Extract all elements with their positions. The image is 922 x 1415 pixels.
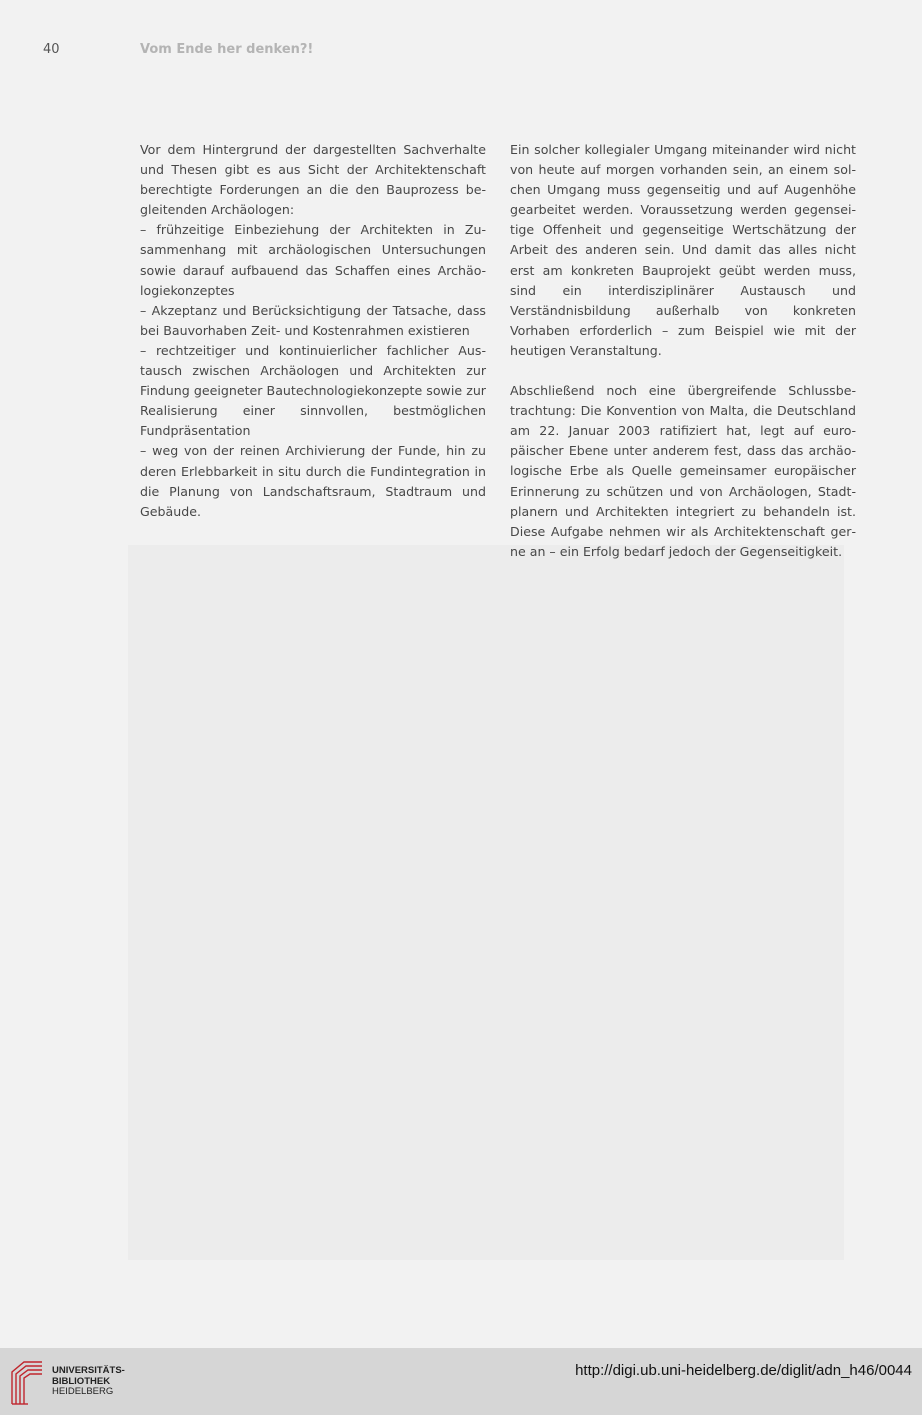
list-item: – rechtzeitiger und kontinuierlicher fachlicher Austausch zwischen Archäologen und Architekten zur Findung geeigneter Bautechnologiekonzepte sowie zur Realisierung einer sinnvollen, bestmöglichen Fundpräsentation bbox=[140, 342, 486, 439]
source-url-link[interactable]: http://digi.ub.uni-heidelberg.de/diglit/adn_h46/0044 bbox=[575, 1362, 912, 1379]
digitization-footer bbox=[0, 1348, 922, 1415]
page-number: 40 bbox=[43, 42, 60, 57]
list-item: – weg von der reinen Archivierung der Funde, hin zu deren Erlebbarkeit in situ durch die Fundintegration in die Planung von Landschaftsraum, Stadtraum und Gebäude. bbox=[140, 443, 486, 519]
paragraph: Abschließend noch eine übergreifende Schlussbetrachtung: Die Konvention von Malta, die Deutschland am 22. Januar 2003 ratifiziert hat, legt auf europäischer Ebene unter anderem fest, dass das archäologische Erbe als Quelle gemeinsamer europäischer Erinnerung zu schützen und von Archäologen, Stadtplanern und Architekten integriert zu behandeln ist. Diese Aufgabe nehmen wir als Architektenschaft gerne an – ein Erfolg bedarf jedoch der Gegenseitigkeit. bbox=[510, 383, 856, 559]
paragraph-gap bbox=[510, 361, 856, 381]
library-name: UNIVERSITÄTS- BIBLIOTHEK HEIDELBERG bbox=[52, 1365, 125, 1397]
left-text-column bbox=[140, 140, 486, 522]
list-item: – Akzeptanz und Berücksichtigung der Tatsache, dass bei Bauvorhaben Zeit- und Kostenrahmen existieren bbox=[140, 302, 486, 338]
right-text-column bbox=[510, 140, 856, 562]
library-logo-icon bbox=[8, 1358, 44, 1406]
paragraph: Ein solcher kollegialer Umgang miteinander wird nicht von heute auf morgen vorhanden sein, an einem solchen Umgang muss gegenseitig und auf Augenhöhe gearbeitet werden. Voraussetzung werden gegenseitige Offenheit und gegenseitige Wertschätzung der Arbeit des anderen sein. Und damit das alles nicht erst am konkreten Bauprojekt geübt werden muss, sind ein interdisziplinärer Austausch und Verständnisbildung außerhalb von konkreten Vorhaben erforderlich – zum Beispiel wie mit der heutigen Veranstaltung. bbox=[510, 142, 856, 358]
paragraph-intro: Vor dem Hintergrund der dargestellten Sachverhalte und Thesen gibt es aus Sicht der Architektenschaft berechtigte Forderungen an die den Bauprozess begleitenden Archäologen: bbox=[140, 142, 486, 218]
list-item: – frühzeitige Einbeziehung der Architekten in Zusammenhang mit archäologischen Untersuchungen sowie darauf aufbauend das Schaffen eines Archäologiekonzeptes bbox=[140, 222, 486, 298]
show-through-shadow bbox=[128, 545, 844, 1260]
running-title: Vom Ende her denken?! bbox=[140, 42, 314, 57]
